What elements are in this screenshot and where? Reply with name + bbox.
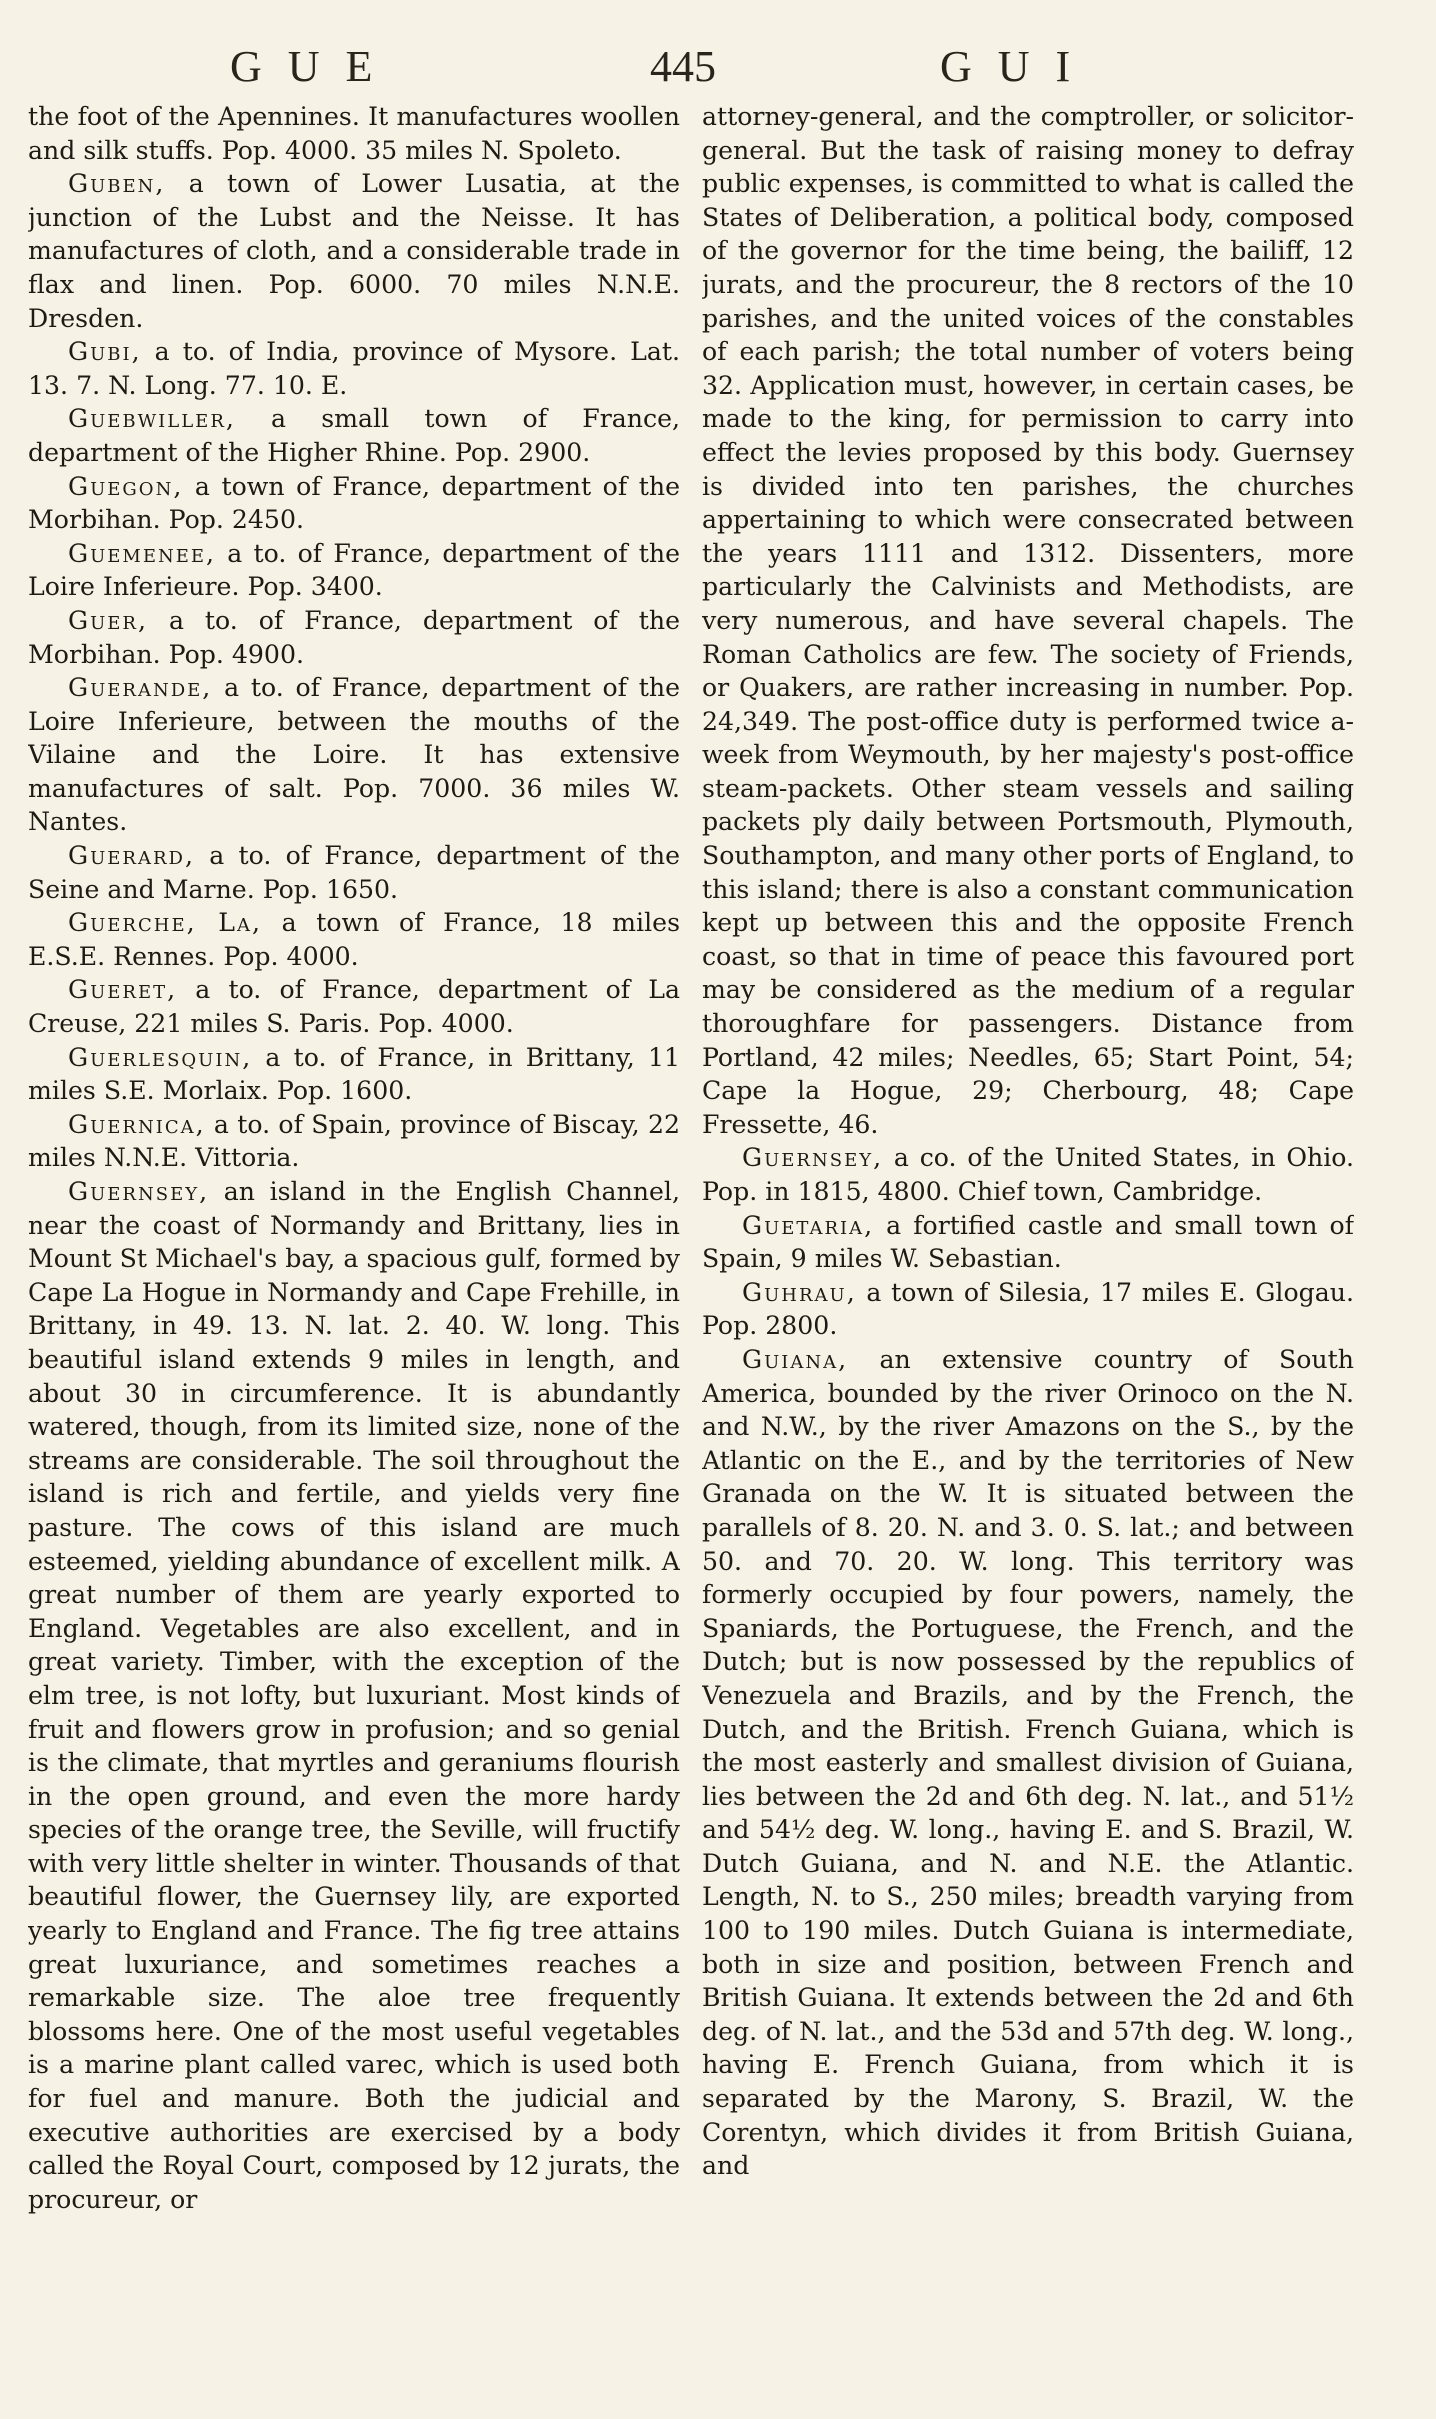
entry-text: a to. of France, department of the Seine and Marne. Pop. 1650. xyxy=(28,841,680,904)
entry-headword: Guhrau, xyxy=(742,1277,857,1307)
gazetteer-entry xyxy=(28,839,680,906)
running-header xyxy=(0,42,1436,92)
entry-text: a fortified castle and small town of Spain, 9 miles W. Sebastian. xyxy=(702,1210,1354,1274)
right-column xyxy=(702,100,1354,2400)
entry-text: an extensive country of South America, bounded by the river Orinoco on the N. and N.W., by the river Amazons on the S., by the Atlantic on the E., and by the territories of New Granada on the W. It is situated between the parallels of 8. 20. N. and 3. 0. S. lat.; and between 50. and 70. 20. W. long. This territory was formerly occupied by four powers, namely, the Spaniards, the Portuguese, the French, and the Dutch; but is now possessed by the republics of Venezuela and Brazils, and by the French, the Dutch, and the British. French Guiana, which is the most easterly and smallest division of Guiana, lies between the 2d and 6th deg. N. lat., and 51½ and 54½ deg. W. long., having E. and S. Brazil, W. Dutch Guiana, and N. and N.E. the Atlantic. Length, N. to S., 250 miles; breadth varying from 100 to 190 miles. Dutch Guiana is intermediate, both in size and position, between French and British Guiana. It extends between the 2d and 6th deg. of N. lat., and the 53d and 57th deg. W. long., having E. French Guiana, from which it is separated by the Marony, S. Brazil, W. the Corentyn, which divides it from British Guiana, and xyxy=(702,1344,1354,2181)
entry-headword: Guemenee, xyxy=(68,538,217,568)
entry-text: a small town of France, department of the Higher Rhine. Pop. 2900. xyxy=(28,404,680,467)
entry-headword: Guerard, xyxy=(68,841,195,871)
gazetteer-entry xyxy=(28,100,680,167)
gazetteer-entry xyxy=(28,1108,680,1175)
gazetteer-entry xyxy=(702,1343,1354,2183)
entry-text: a to. of France, in Brittany, 11 miles S.E. Morlaix. Pop. 1600. xyxy=(28,1042,680,1106)
entry-text: a town of France, 18 miles E.S.E. Rennes. Pop. 4000. xyxy=(28,908,680,971)
entry-headword: Gueret, xyxy=(68,975,178,1005)
gazetteer-entry xyxy=(28,470,680,537)
entry-text: the foot of the Apennines. It manufactures woollen and silk stuffs. Pop. 4000. 35 miles N. Spoleto. xyxy=(28,102,680,165)
entry-headword: Guetaria, xyxy=(742,1210,875,1240)
gazetteer-entry xyxy=(28,973,680,1040)
left-column xyxy=(28,100,680,2400)
entry-headword: Guer, xyxy=(68,605,148,635)
header-right-guideword: GUI xyxy=(940,42,1097,91)
entry-headword: Guerche, La, xyxy=(68,908,262,938)
entry-text: attorney-general, and the comptroller, or solicitor-general. But the task of raising money to defray public expenses, is committed to what is called the States of Deliberation, a political body, composed of the governor for the time being, the bailiff, 12 jurats, and the procureur, the 8 rectors of the 10 parishes, and the united voices of the constables of each parish; the total number of voters being 32. Application must, however, in certain cases, be made to the king, for permission to carry into effect the levies proposed by this body. Guernsey is divided into ten parishes, the churches appertaining to which were consecrated between the years 1111 and 1312. Dissenters, more particularly the Calvinists and Methodists, are very numerous, and have several chapels. The Roman Catholics are few. The society of Friends, or Quakers, are rather increasing in number. Pop. 24,349. The post-office duty is performed twice a-week from Weymouth, by her majesty's post-office steam-packets. Other steam vessels and sailing packets ply daily between Portsmouth, Plymouth, Southampton, and many other ports of England, to this island; there is also a constant communication kept up between this and the opposite French coast, so that in time of peace this favoured port may be considered as the medium of a regular thoroughfare for passengers. Distance from Portland, 42 miles; Needles, 65; Start Point, 54; Cape la Hogue, 29; Cherbourg, 48; Cape Fressette, 46. xyxy=(702,102,1354,1139)
entry-text: an island in the English Channel, near the coast of Normandy and Brittany, lies in Mount St Michael's bay, a spacious gulf, formed by Cape La Hogue in Normandy and Cape Frehille, in Brittany, in 49. 13. N. lat. 2. 40. W. long. This beautiful island extends 9 miles in length, and about 30 in circumference. It is abundantly watered, though, from its limited size, none of the streams are considerable. The soil throughout the island is rich and fertile, and yields very fine pasture. The cows of this island are much esteemed, yielding abundance of excellent milk. A great number of them are yearly exported to England. Vegetables are also excellent, and in great variety. Timber, with the exception of the elm tree, is not lofty, but luxuriant. Most kinds of fruit and flowers grow in profusion; and so genial is the climate, that myrtles and geraniums flourish in the open ground, and even the more hardy species of the orange tree, the Seville, will fructify with very little shelter in winter. Thousands of that beautiful flower, the Guernsey lily, are exported yearly to England and France. The fig tree attains great luxuriance, and sometimes reaches a remarkable size. The aloe tree frequently blossoms here. One of the most useful vegetables is a marine plant called varec, which is used both for fuel and manure. Both the judicial and executive authorities are exercised by a body called the Royal Court, composed by 12 jurats, the procureur, or xyxy=(28,1177,680,2214)
entry-headword: Guiana, xyxy=(742,1344,849,1374)
gazetteer-entry xyxy=(702,1141,1354,1208)
gazetteer-entry xyxy=(28,402,680,469)
entry-headword: Guerande, xyxy=(68,673,213,703)
gazetteer-entry xyxy=(28,335,680,402)
entry-text: a to. of France, department of the Morbihan. Pop. 4900. xyxy=(28,605,680,669)
page-number: 445 xyxy=(650,42,716,91)
entry-text: a to. of France, department of La Creuse, 221 miles S. Paris. Pop. 4000. xyxy=(28,975,680,1039)
gazetteer-entry xyxy=(28,906,680,973)
gazetteer-entry xyxy=(28,1175,680,2216)
gazetteer-entry xyxy=(28,604,680,671)
entry-text: a town of France, department of the Morbihan. Pop. 2450. xyxy=(28,471,680,535)
entry-headword: Guebwiller, xyxy=(68,404,236,434)
entry-headword: Guernsey, xyxy=(68,1177,210,1206)
entry-text: a town of Silesia, 17 miles E. Glogau. Pop. 2800. xyxy=(702,1277,1354,1341)
gazetteer-entry xyxy=(28,671,680,839)
entry-headword: Guernica, xyxy=(68,1109,206,1139)
entry-text: a to. of Spain, province of Biscay, 22 miles N.N.E. Vittoria. xyxy=(28,1109,680,1173)
gazetteer-entry xyxy=(702,100,1354,1141)
gazetteer-entry xyxy=(702,1209,1354,1276)
entry-headword: Guben, xyxy=(68,169,166,199)
gazetteer-entry xyxy=(28,537,680,604)
entry-headword: Guerlesquin, xyxy=(68,1042,253,1072)
header-left-guideword: GUE xyxy=(230,42,399,91)
entry-text: a to. of France, department of the Loire Inferieure. Pop. 3400. xyxy=(28,538,680,602)
gazetteer-entry xyxy=(28,167,680,335)
entry-headword: Guegon, xyxy=(68,471,184,501)
entry-text: a town of Lower Lusatia, at the junction of the Lubst and the Neisse. It has manufactures of cloth, and a considerable trade in flax and linen. Pop. 6000. 70 miles N.N.E. Dresden. xyxy=(28,169,680,333)
entry-text: a co. of the United States, in Ohio. Pop. in 1815, 4800. Chief town, Cambridge. xyxy=(702,1143,1354,1206)
entry-headword: Guernsey, xyxy=(742,1143,884,1173)
entry-text: a to. of France, department of the Loire Inferieure, between the mouths of the Vilaine and the Loire. It has extensive manufactures of salt. Pop. 7000. 36 miles W. Nantes. xyxy=(28,673,680,837)
entry-headword: Gubi, xyxy=(68,337,142,367)
gazetteer-entry xyxy=(28,1041,680,1108)
gazetteer-entry xyxy=(702,1276,1354,1343)
entry-text: a to. of India, province of Mysore. Lat. 13. 7. N. Long. 77. 10. E. xyxy=(28,337,680,400)
